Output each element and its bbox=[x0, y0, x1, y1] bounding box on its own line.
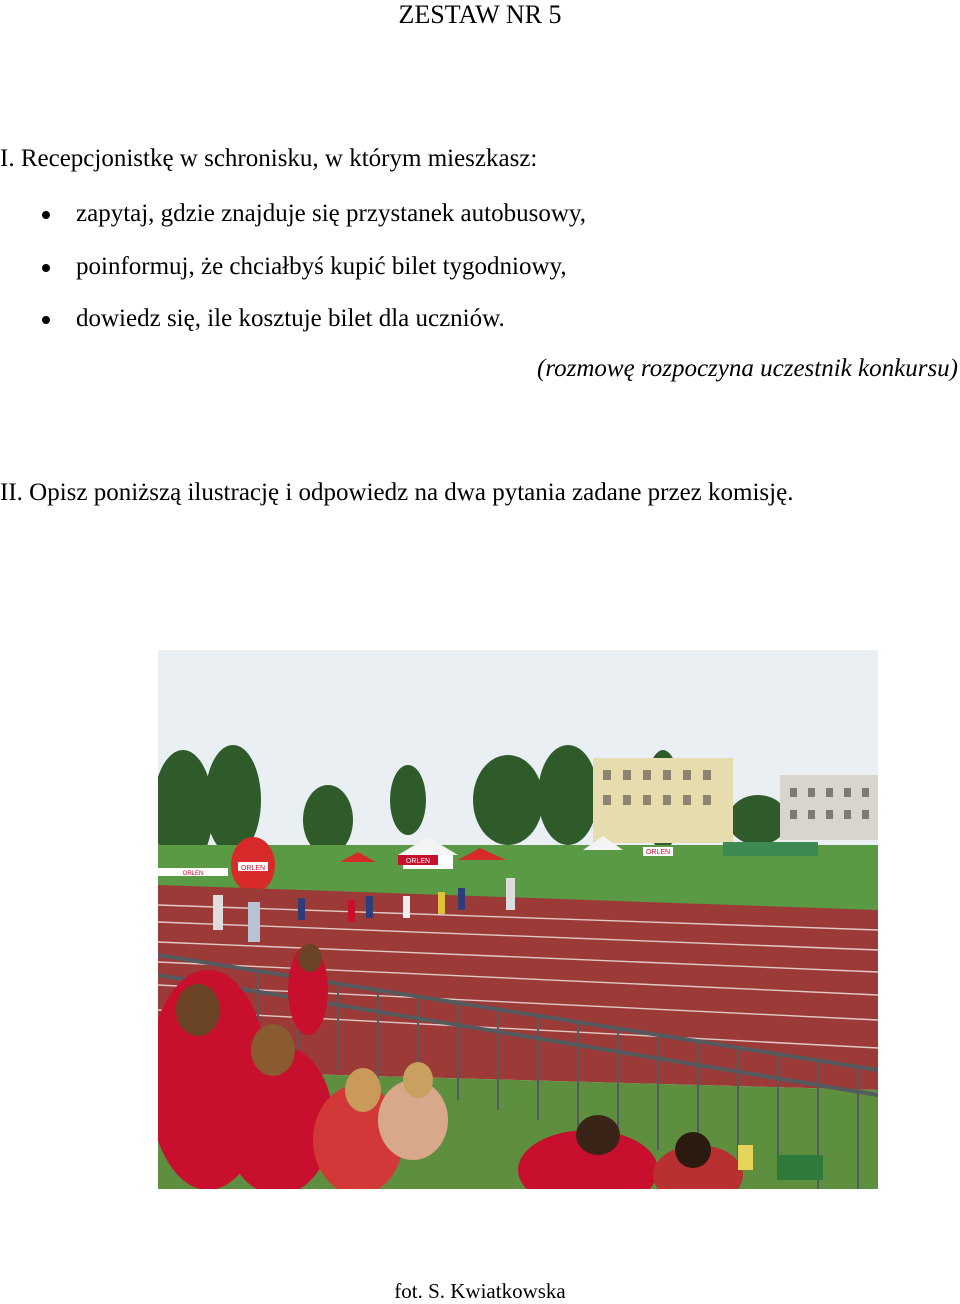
building bbox=[780, 775, 878, 840]
bullet-icon bbox=[42, 264, 50, 272]
bullet-text: dowiedz się, ile kosztuje bilet dla uczniów. bbox=[76, 305, 505, 332]
task-1-note: (rozmowę rozpoczyna uczestnik konkursu) bbox=[537, 355, 958, 382]
banner-text: ORLEN bbox=[405, 858, 431, 865]
stadium-photo bbox=[158, 650, 878, 1189]
bullet-icon bbox=[42, 211, 50, 219]
banner-text: ORLEN bbox=[182, 871, 204, 877]
page-title: ZESTAW NR 5 bbox=[398, 0, 562, 29]
task-1-heading: I. Recepcjonistkę w schronisku, w którym mieszkasz: bbox=[0, 145, 538, 172]
banner-text: ORLEN bbox=[645, 849, 671, 856]
bullet-text: poinformuj, że chciałbyś kupić bilet tygodniowy, bbox=[76, 253, 567, 280]
green-hurdle-cover bbox=[723, 842, 818, 856]
banner-text: ORLEN bbox=[240, 865, 266, 872]
bullet-text: zapytaj, gdzie znajduje się przystanek autobusowy, bbox=[76, 200, 587, 227]
task-2-heading: II. Opisz poniższą ilustrację i odpowiedz na dwa pytania zadane przez komisję. bbox=[0, 479, 794, 506]
photo-credit: fot. S. Kwiatkowska bbox=[394, 1279, 566, 1303]
bullet-icon bbox=[42, 316, 50, 324]
